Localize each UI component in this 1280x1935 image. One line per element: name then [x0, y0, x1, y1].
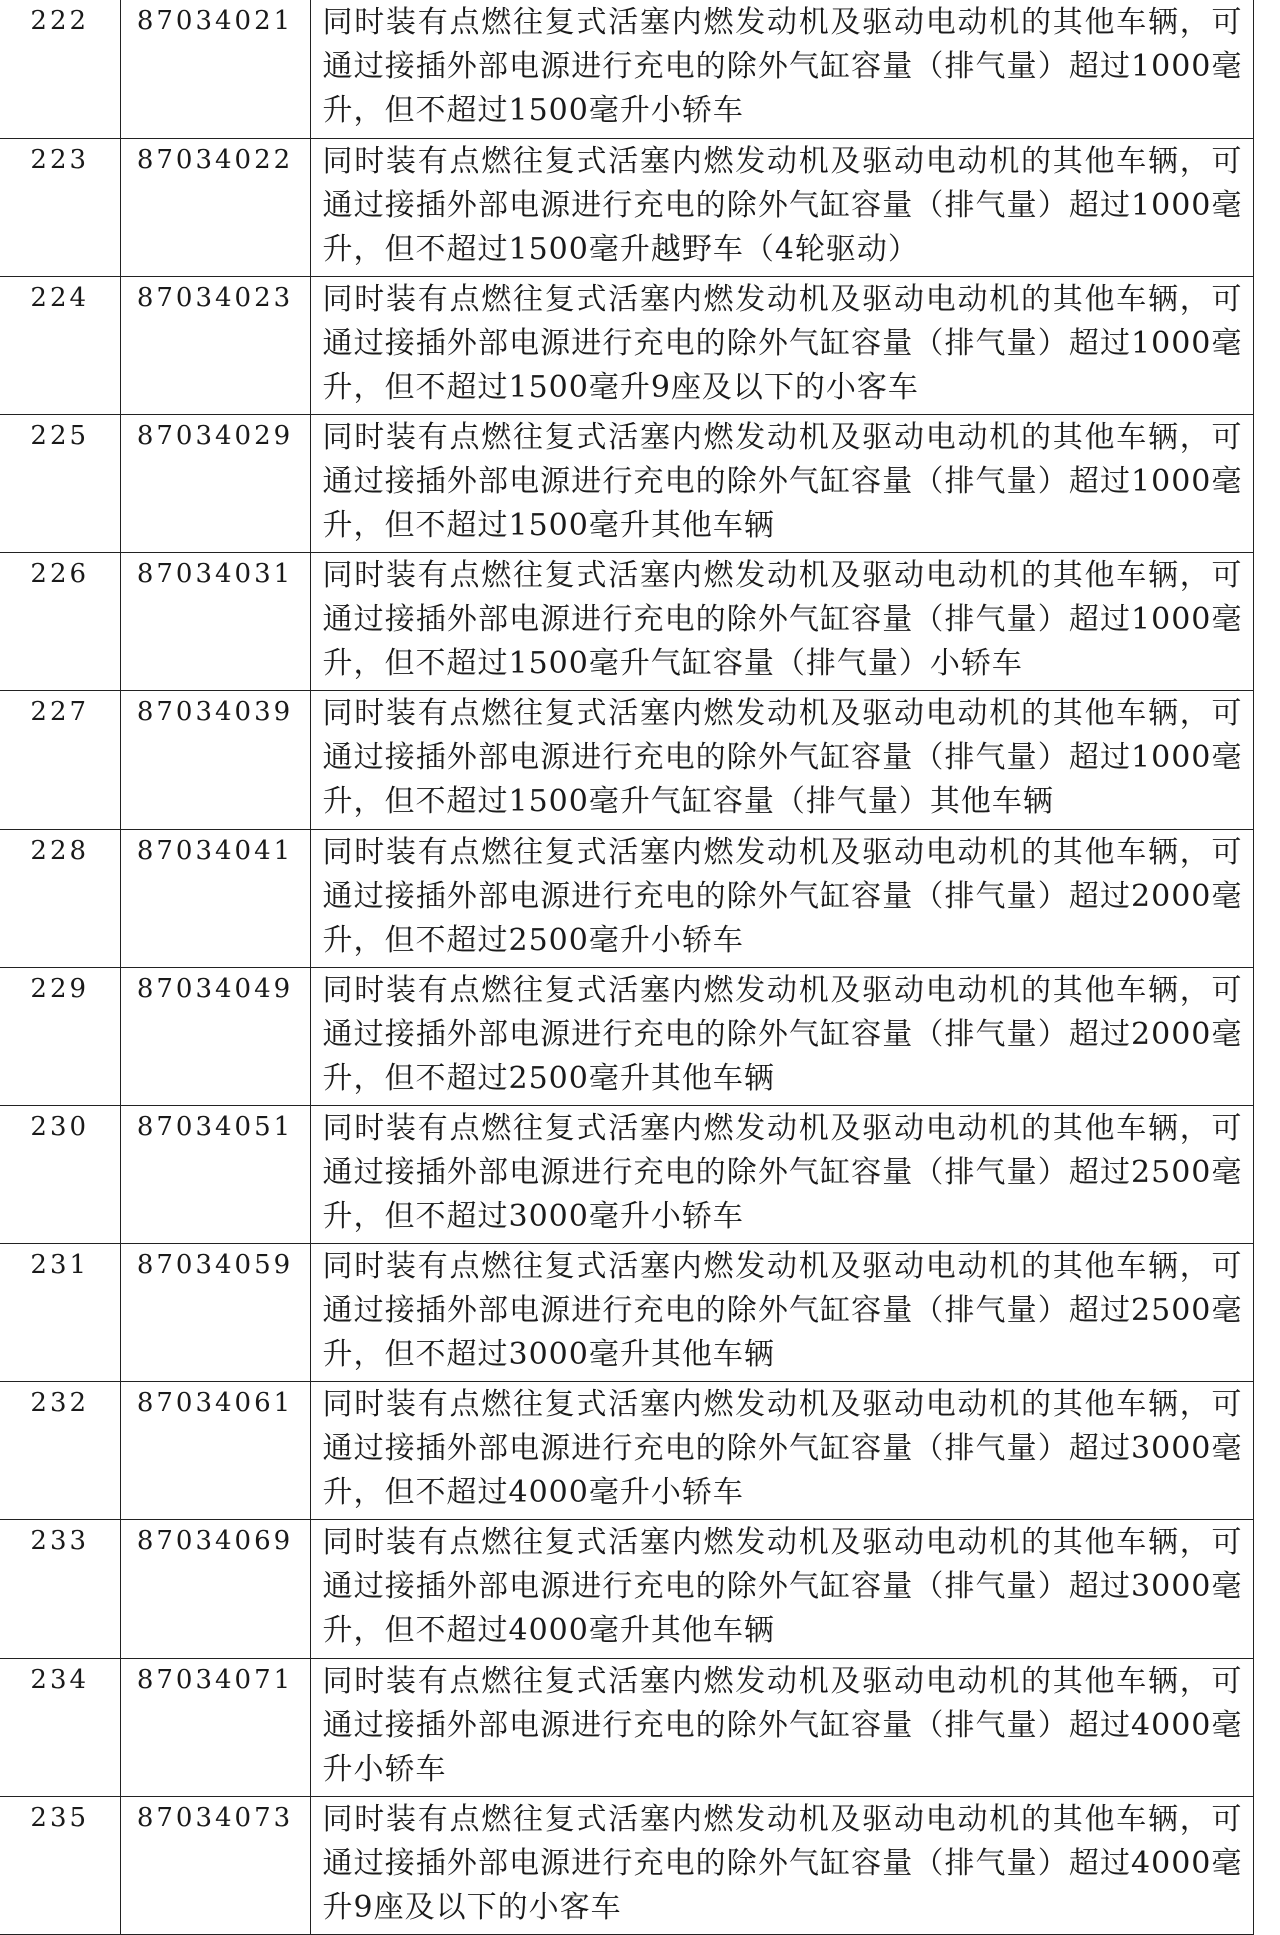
description-cell: 同时装有点燃往复式活塞内燃发动机及驱动电动机的其他车辆，可通过接插外部电源进行充电的除外气缸容量（排气量）超过1000毫升，但不超过1500毫升其他车辆: [310, 415, 1253, 553]
row-number-cell: 230: [0, 1105, 120, 1243]
tariff-code-cell: 87034059: [120, 1244, 310, 1382]
page-margin: [1253, 0, 1280, 138]
description-cell: 同时装有点燃往复式活塞内燃发动机及驱动电动机的其他车辆，可通过接插外部电源进行充电的除外气缸容量（排气量）超过2000毫升，但不超过2500毫升其他车辆: [310, 967, 1253, 1105]
row-number-cell: 228: [0, 829, 120, 967]
page-margin: [1253, 967, 1280, 1105]
table-row: [0, 691, 1280, 829]
table-row: [0, 1520, 1280, 1658]
description-cell: 同时装有点燃往复式活塞内燃发动机及驱动电动机的其他车辆，可通过接插外部电源进行充电的除外气缸容量（排气量）超过1000毫升，但不超过1500毫升小轿车: [310, 0, 1253, 138]
table-row: [0, 1658, 1280, 1796]
row-number-cell: 229: [0, 967, 120, 1105]
page-margin: [1253, 1382, 1280, 1520]
tariff-code-cell: 87034023: [120, 276, 310, 414]
row-number-cell: 222: [0, 0, 120, 138]
table-row: [0, 138, 1280, 276]
description-cell: 同时装有点燃往复式活塞内燃发动机及驱动电动机的其他车辆，可通过接插外部电源进行充电的除外气缸容量（排气量）超过1000毫升，但不超过1500毫升气缸容量（排气量）小轿车: [310, 553, 1253, 691]
tariff-code-cell: 87034071: [120, 1658, 310, 1796]
description-cell: 同时装有点燃往复式活塞内燃发动机及驱动电动机的其他车辆，可通过接插外部电源进行充电的除外气缸容量（排气量）超过3000毫升，但不超过4000毫升小轿车: [310, 1382, 1253, 1520]
row-number-cell: 232: [0, 1382, 120, 1520]
page-margin: [1253, 276, 1280, 414]
row-number-cell: 235: [0, 1796, 120, 1934]
tariff-code-cell: 87034039: [120, 691, 310, 829]
page-margin: [1253, 1105, 1280, 1243]
tariff-code-cell: 87034051: [120, 1105, 310, 1243]
row-number-cell: 233: [0, 1520, 120, 1658]
tariff-code-cell: 87034073: [120, 1796, 310, 1934]
page-margin: [1253, 829, 1280, 967]
row-number-cell: 227: [0, 691, 120, 829]
description-cell: 同时装有点燃往复式活塞内燃发动机及驱动电动机的其他车辆，可通过接插外部电源进行充电的除外气缸容量（排气量）超过3000毫升，但不超过4000毫升其他车辆: [310, 1520, 1253, 1658]
description-cell: 同时装有点燃往复式活塞内燃发动机及驱动电动机的其他车辆，可通过接插外部电源进行充电的除外气缸容量（排气量）超过1000毫升，但不超过1500毫升气缸容量（排气量）其他车辆: [310, 691, 1253, 829]
table-row: [0, 967, 1280, 1105]
description-cell: 同时装有点燃往复式活塞内燃发动机及驱动电动机的其他车辆，可通过接插外部电源进行充电的除外气缸容量（排气量）超过4000毫升小轿车: [310, 1658, 1253, 1796]
table-row: [0, 1796, 1280, 1934]
row-number-cell: 224: [0, 276, 120, 414]
page-margin: [1253, 691, 1280, 829]
tariff-code-cell: 87034049: [120, 967, 310, 1105]
page-margin: [1253, 1520, 1280, 1658]
table-row: [0, 1244, 1280, 1382]
table-row: [0, 829, 1280, 967]
page-margin: [1253, 1658, 1280, 1796]
tariff-code-cell: 87034061: [120, 1382, 310, 1520]
description-cell: 同时装有点燃往复式活塞内燃发动机及驱动电动机的其他车辆，可通过接插外部电源进行充电的除外气缸容量（排气量）超过2500毫升，但不超过3000毫升其他车辆: [310, 1244, 1253, 1382]
tariff-code-cell: 87034022: [120, 138, 310, 276]
table-row: [0, 553, 1280, 691]
row-number-cell: 223: [0, 138, 120, 276]
description-cell: 同时装有点燃往复式活塞内燃发动机及驱动电动机的其他车辆，可通过接插外部电源进行充电的除外气缸容量（排气量）超过2000毫升，但不超过2500毫升小轿车: [310, 829, 1253, 967]
row-number-cell: 231: [0, 1244, 120, 1382]
description-cell: 同时装有点燃往复式活塞内燃发动机及驱动电动机的其他车辆，可通过接插外部电源进行充电的除外气缸容量（排气量）超过4000毫升9座及以下的小客车: [310, 1796, 1253, 1934]
page-margin: [1253, 553, 1280, 691]
tariff-code-cell: 87034029: [120, 415, 310, 553]
table-row: [0, 276, 1280, 414]
table-row: [0, 1382, 1280, 1520]
table-row: [0, 415, 1280, 553]
page-margin: [1253, 138, 1280, 276]
tariff-code-cell: 87034041: [120, 829, 310, 967]
page-margin: [1253, 1796, 1280, 1934]
tariff-code-cell: 87034031: [120, 553, 310, 691]
page-margin: [1253, 1244, 1280, 1382]
row-number-cell: 234: [0, 1658, 120, 1796]
description-cell: 同时装有点燃往复式活塞内燃发动机及驱动电动机的其他车辆，可通过接插外部电源进行充电的除外气缸容量（排气量）超过1000毫升，但不超过1500毫升越野车（4轮驱动）: [310, 138, 1253, 276]
description-cell: 同时装有点燃往复式活塞内燃发动机及驱动电动机的其他车辆，可通过接插外部电源进行充电的除外气缸容量（排气量）超过2500毫升，但不超过3000毫升小轿车: [310, 1105, 1253, 1243]
page-margin: [1253, 415, 1280, 553]
row-number-cell: 226: [0, 553, 120, 691]
description-cell: 同时装有点燃往复式活塞内燃发动机及驱动电动机的其他车辆，可通过接插外部电源进行充电的除外气缸容量（排气量）超过1000毫升，但不超过1500毫升9座及以下的小客车: [310, 276, 1253, 414]
table-row: [0, 0, 1280, 138]
table-row: [0, 1105, 1280, 1243]
row-number-cell: 225: [0, 415, 120, 553]
tariff-code-cell: 87034069: [120, 1520, 310, 1658]
tariff-code-cell: 87034021: [120, 0, 310, 138]
